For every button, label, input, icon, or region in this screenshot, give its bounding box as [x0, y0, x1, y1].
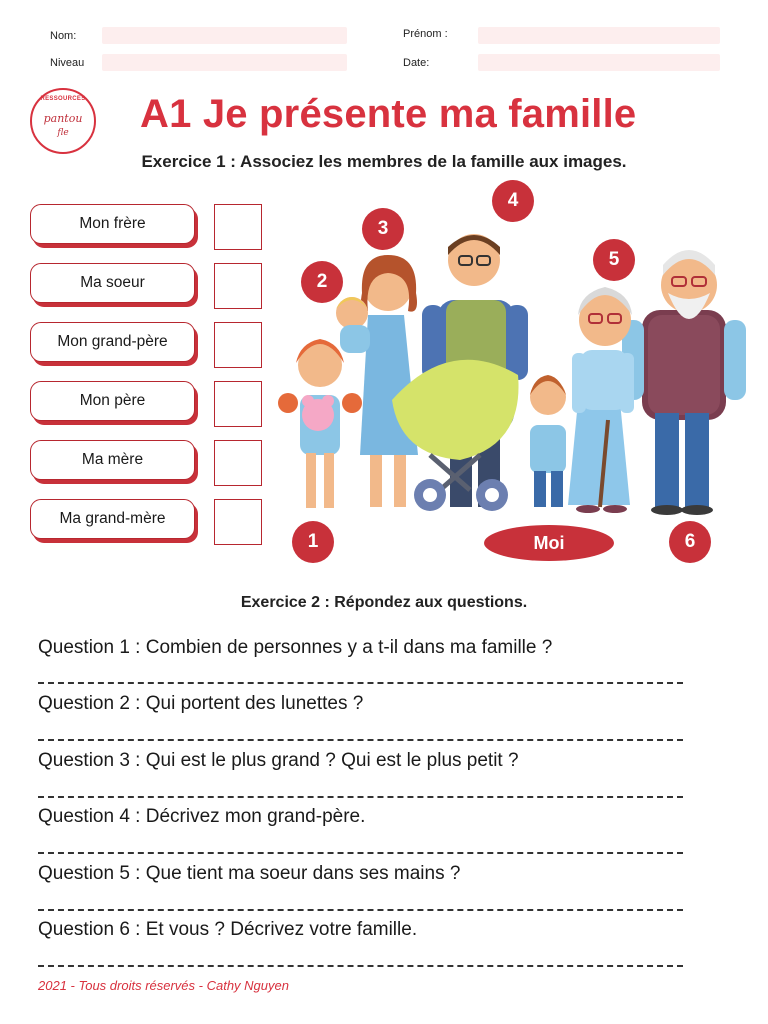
match-item-ma-grand-mere: Ma grand-mère [30, 499, 195, 539]
question-5: Question 5 : Que tient ma soeur dans ses mains ? [38, 863, 461, 884]
question-6: Question 6 : Et vous ? Décrivez votre famille. [38, 919, 418, 940]
answer-line-2[interactable] [38, 739, 683, 741]
boy-figure [530, 375, 566, 507]
answer-box-2[interactable] [214, 263, 262, 309]
nom-field[interactable] [102, 27, 347, 44]
match-item-ma-soeur: Ma soeur [30, 263, 195, 303]
grandmother-figure [568, 287, 634, 513]
answer-box-1[interactable] [214, 204, 262, 250]
answer-line-4[interactable] [38, 852, 683, 854]
answer-box-3[interactable] [214, 322, 262, 368]
date-field[interactable] [478, 54, 720, 71]
marker-2: 2 [301, 261, 343, 303]
question-3: Question 3 : Qui est le plus grand ? Qui est le plus petit ? [38, 750, 519, 771]
logo-text-middle: pantou [43, 112, 83, 125]
logo-text-top: RESSOURCES [40, 96, 86, 102]
grandfather-figure [622, 250, 746, 515]
match-item-mon-frere: Mon frère [30, 204, 195, 244]
answer-line-6[interactable] [38, 965, 683, 967]
exercise1-instruction: Exercice 1 : Associez les membres de la famille aux images. [141, 152, 627, 171]
question-2: Question 2 : Qui portent des lunettes ? [38, 693, 364, 714]
nom-label: Nom: [50, 30, 77, 42]
mother-figure [360, 255, 418, 507]
marker-3: 3 [362, 208, 404, 250]
page-title: A1 Je présente ma famille [140, 92, 637, 136]
match-item-ma-mere: Ma mère [30, 440, 195, 480]
match-item-mon-pere: Mon père [30, 381, 195, 421]
answer-line-5[interactable] [38, 909, 683, 911]
marker-6: 6 [669, 521, 711, 563]
marker-moi: Moi [484, 525, 614, 561]
logo [30, 88, 96, 154]
exercise2-instruction: Exercice 2 : Répondez aux questions. [240, 594, 528, 611]
girl-figure [278, 339, 362, 508]
answer-box-5[interactable] [214, 440, 262, 486]
marker-5: 5 [593, 239, 635, 281]
footer-copyright: 2021 - Tous droits réservés - Cathy Nguyen [38, 978, 289, 993]
answer-box-4[interactable] [214, 381, 262, 427]
niveau-label: Niveau [50, 57, 85, 69]
answer-box-6[interactable] [214, 499, 262, 545]
family-illustration [270, 215, 760, 520]
match-item-mon-grand-pere: Mon grand-père [30, 322, 195, 362]
prenom-label: Prénom : [403, 28, 448, 40]
prenom-field[interactable] [478, 27, 720, 44]
logo-text-bottom: fle [57, 128, 69, 138]
marker-4: 4 [492, 180, 534, 222]
niveau-field[interactable] [102, 54, 347, 71]
baby-figure [336, 297, 370, 353]
date-label: Date: [403, 57, 430, 69]
question-1: Question 1 : Combien de personnes y a t-il dans ma famille ? [38, 637, 553, 658]
answer-line-3[interactable] [38, 796, 683, 798]
marker-1: 1 [292, 521, 334, 563]
question-4: Question 4 : Décrivez mon grand-père. [38, 806, 366, 827]
answer-line-1[interactable] [38, 682, 683, 684]
